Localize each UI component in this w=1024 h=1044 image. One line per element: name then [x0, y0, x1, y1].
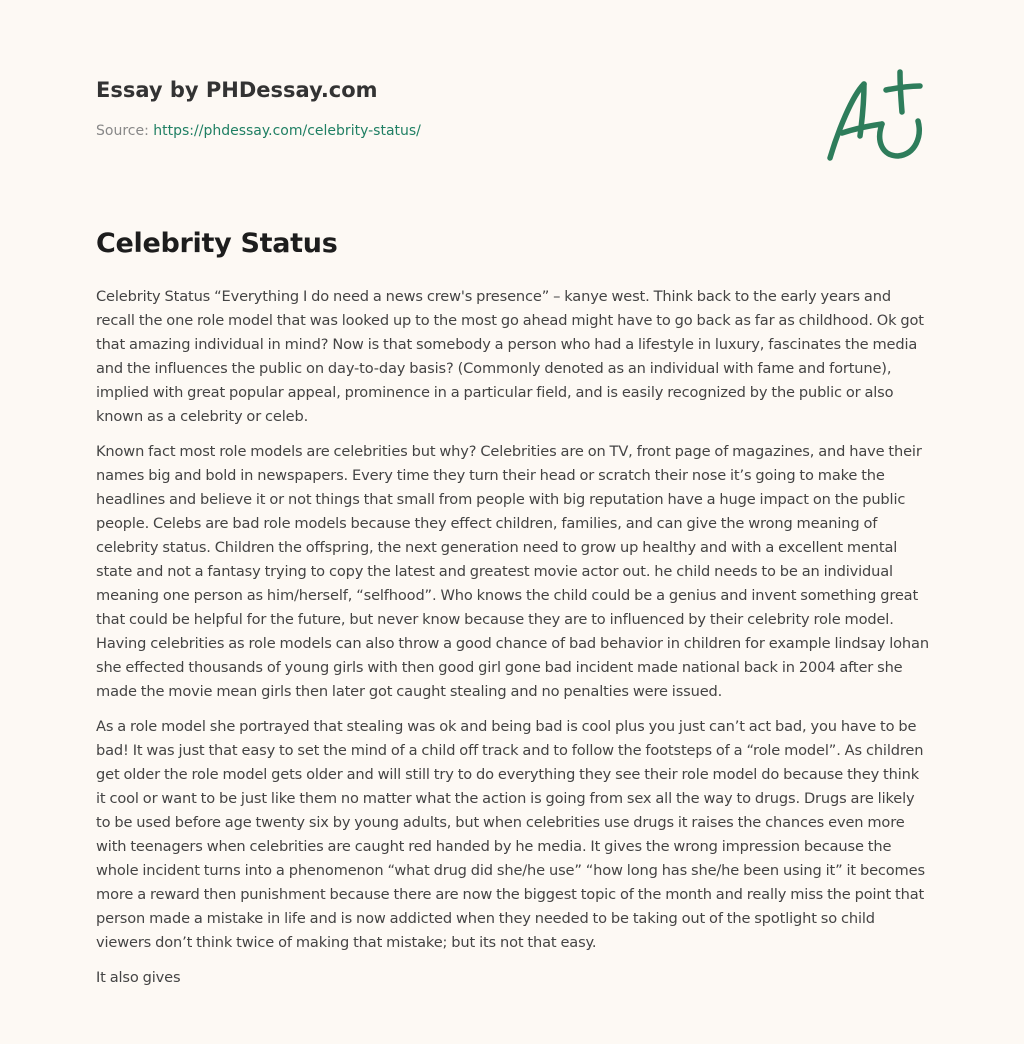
essay-title: Celebrity Status — [96, 228, 338, 259]
essay-body — [96, 285, 932, 1001]
a-plus-grade-icon — [820, 66, 930, 166]
essay-paragraph: Celebrity Status “Everything I do need a news crew's presence” – kanye west. Think back to the early years and recall the one role model that was looked up to the most go ahead might have to go back as far as childhood. Ok got that amazing individual in mind? Now is that somebody a person who had a lifestyle in luxury, fascinates the media and the influences the public on day-to-day basis? (Commonly denoted as an individual with fame and fortune), implied with great popular appeal, prominence in a particular field, and is easily recognized by the public or also known as a celebrity or celeb. — [96, 288, 924, 425]
essay-paragraph: Known fact most role models are celebrities but why? Celebrities are on TV, front page of magazines, and have their names big and bold in newspapers. Every time they turn their head or scratch their nose it’s going to make the headlines and believe it or not things that small from people with big reputation have a huge impact on the public people. Celebs are bad role models because they effect children, families, and can give the wrong meaning of celebrity status. Children the offspring, the next generation need to grow up healthy and with a excellent mental state and not a fantasy trying to copy the latest and greatest movie actor out. he child needs to be an individual meaning one person as him/herself, “selfhood”. Who knows the child could be a genius and invent something great that could be helpful for the future, but never know because they are to influenced by their celebrity role model. Having celebrities as role models can also throw a good chance of bad behavior in children for example lindsay lohan she effected thousands of young girls with then good girl gone bad incident made national back in 2004 after she made the movie mean girls then later got caught stealing and no penalties were issued. — [96, 443, 929, 700]
source-line — [96, 121, 796, 141]
page-header — [96, 74, 796, 141]
essay-paragraph: As a role model she portrayed that stealing was ok and being bad is cool plus you just can’t act bad, you have to be bad! It was just that easy to set the mind of a child off track and to follow the footsteps of a “role model”. As children get older the role model gets older and will still try to do everything they see their role model do because they think it cool or want to be just like them no matter what the action is going from sex all the way to drugs. Drugs are likely to be used before age twenty six by young adults, but when celebrities use drugs it raises the chances even more with teenagers when celebrities are caught red handed by he media. It gives the wrong impression because the whole incident turns into a phenomenon “what drug did she/he use” “how long has she/he been using it” it becomes more a reward then punishment because there are now the biggest topic of the month and really miss the point that person made a mistake in life and is now addicted when they needed to be taking out of the spotlight so child viewers don’t think twice of making that mistake; but its not that easy. — [96, 718, 925, 951]
essay-paragraph: It also gives — [96, 969, 181, 986]
brand-title: Essay by PHDessay.com — [96, 78, 378, 102]
source-link[interactable]: https://phdessay.com/celebrity-status/ — [153, 123, 421, 139]
source-label: Source: — [96, 123, 154, 139]
